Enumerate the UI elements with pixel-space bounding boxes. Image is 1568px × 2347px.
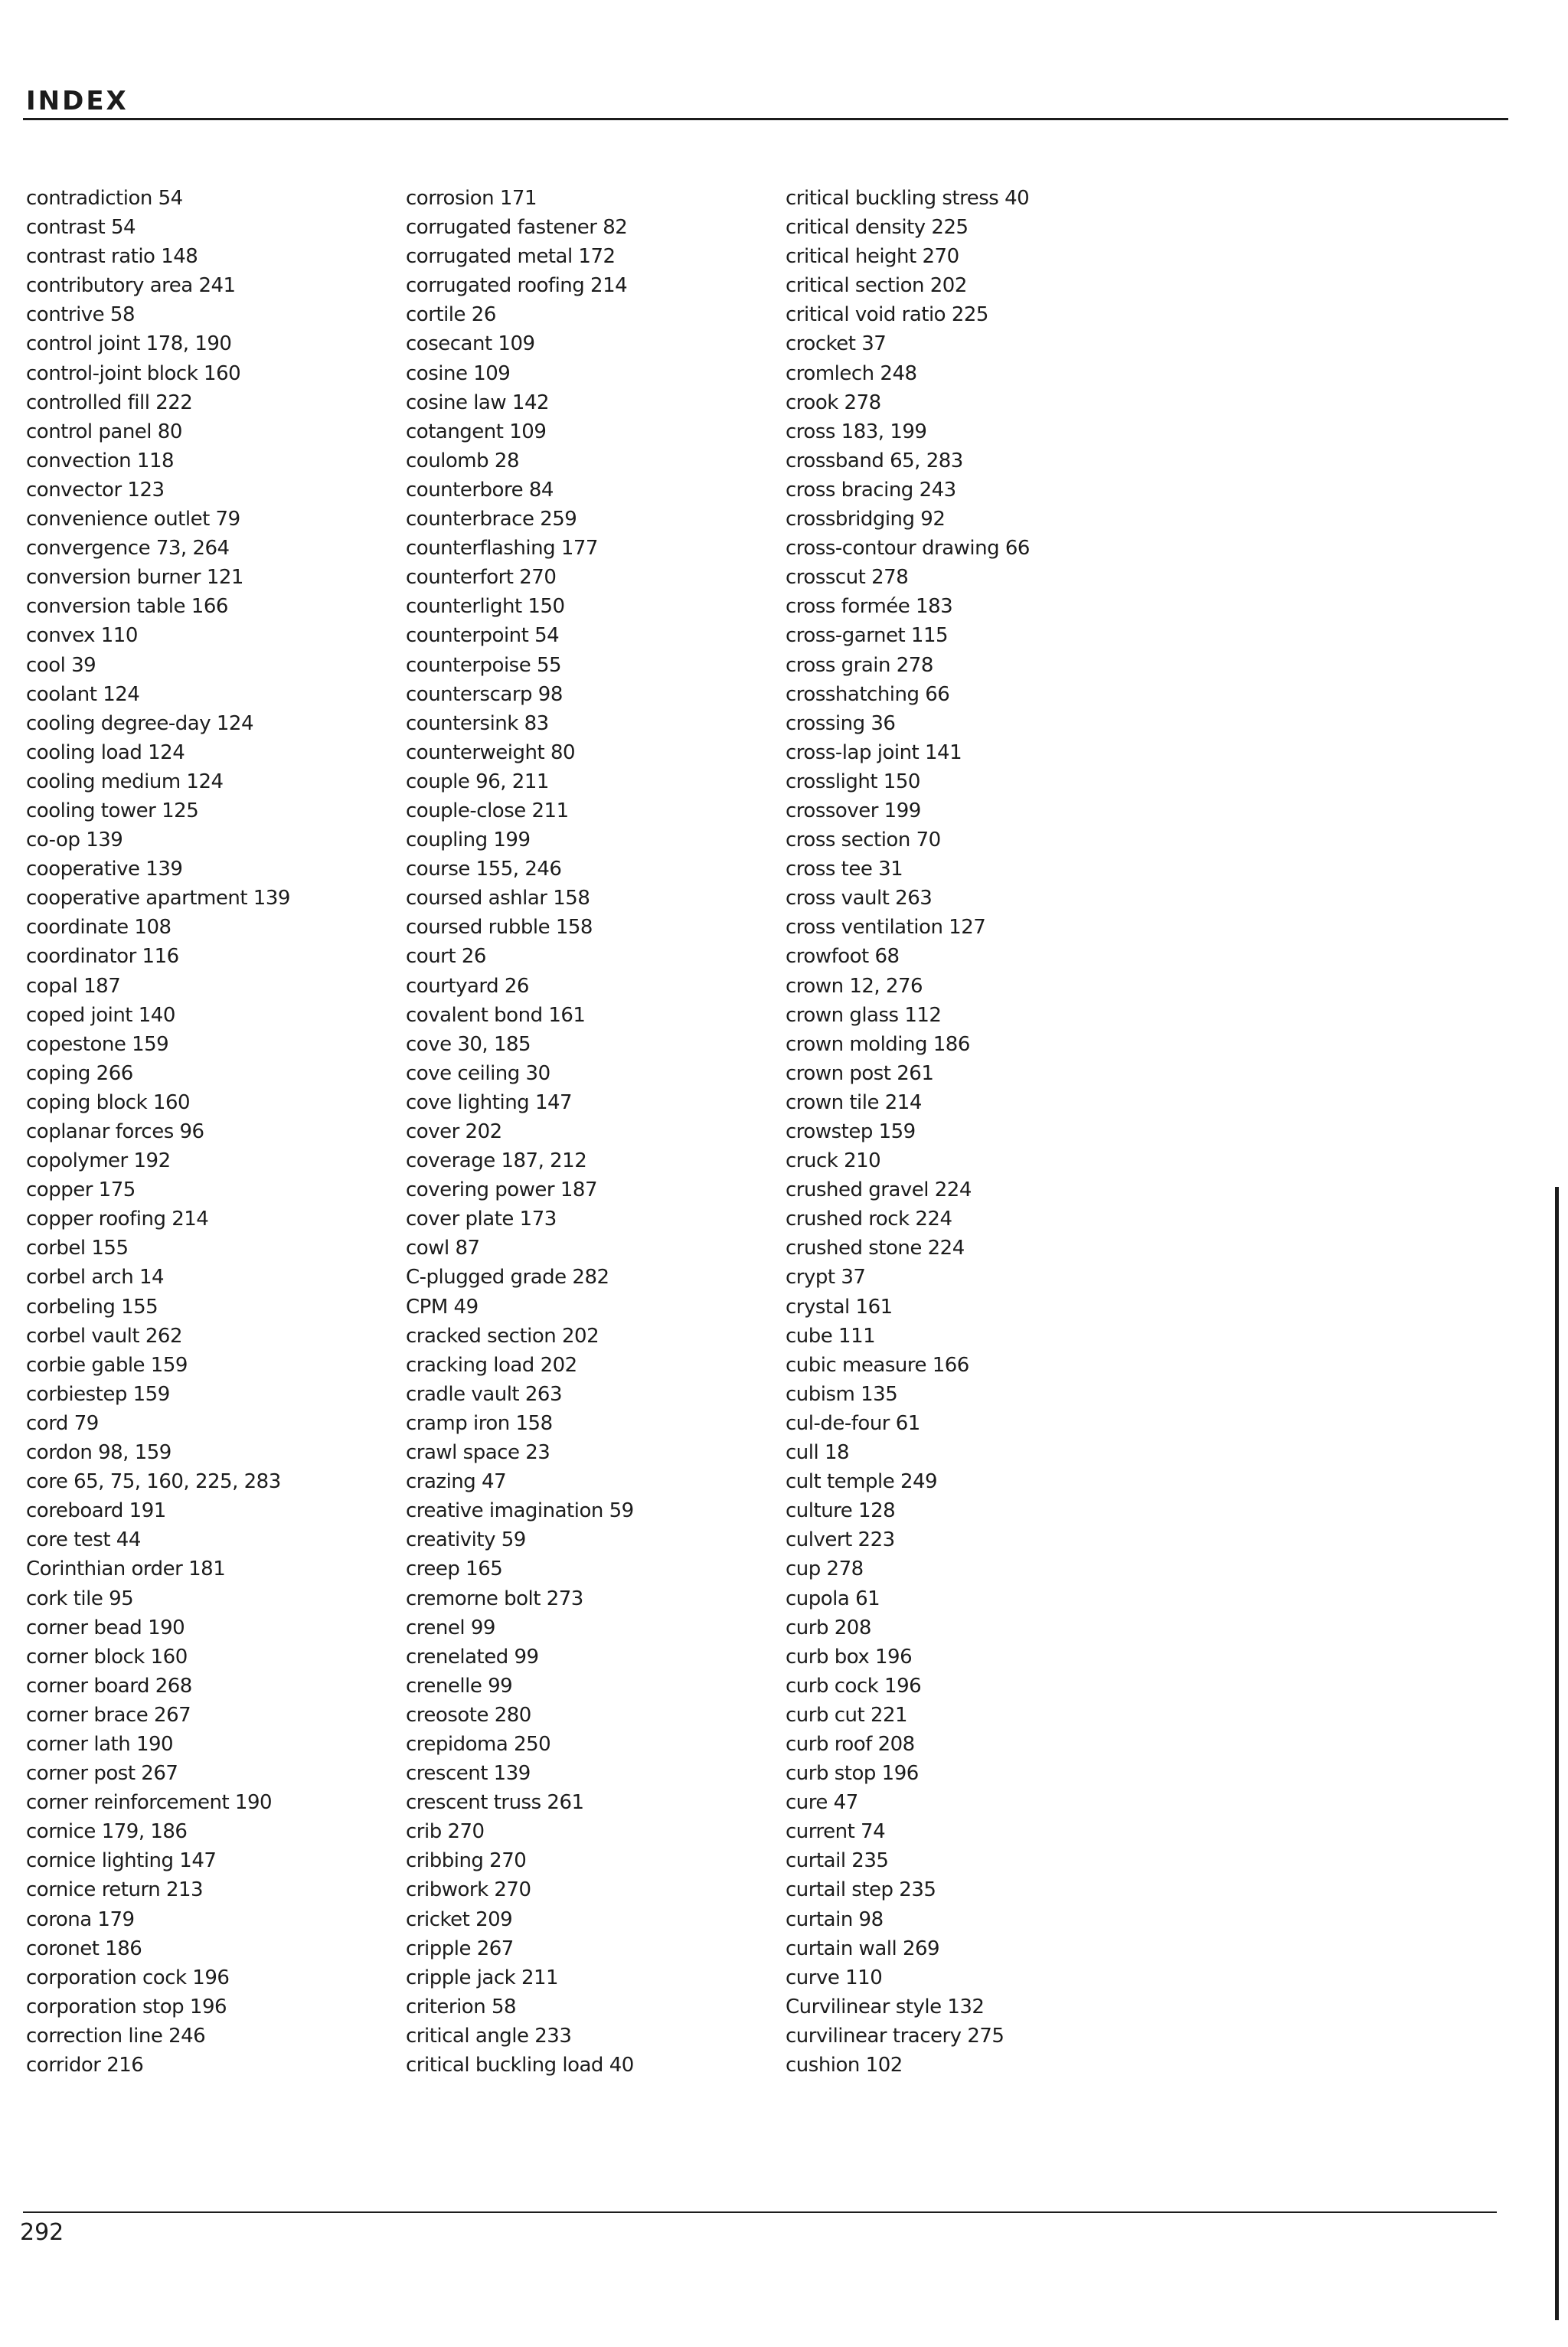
- index-entry: copper roofing 214: [26, 1208, 209, 1231]
- index-entry: crescent 139: [406, 1762, 531, 1786]
- index-entry: crossband 65, 283: [786, 449, 963, 472]
- index-entry: couple 96, 211: [406, 770, 549, 793]
- index-entry: cosine 109: [406, 361, 511, 385]
- index-entry: convergence 73, 264: [26, 537, 230, 561]
- index-entry: counterflashing 177: [406, 537, 598, 561]
- index-entry: crushed rock 224: [786, 1208, 952, 1231]
- index-entry: cove ceiling 30: [406, 1061, 550, 1085]
- index-entry: cribwork 270: [406, 1878, 531, 1902]
- index-entry: crawl space 23: [406, 1441, 550, 1465]
- index-entry: crepidoma 250: [406, 1732, 551, 1756]
- index-entry: coolant 124: [26, 682, 140, 706]
- index-entry: contrast 54: [26, 216, 136, 240]
- index-entry: curb 208: [786, 1616, 871, 1639]
- index-entry: cripple 267: [406, 1937, 514, 1960]
- index-entry: cross-contour drawing 66: [786, 537, 1030, 561]
- index-entry: cracked section 202: [406, 1324, 599, 1348]
- index-entry: crosslight 150: [786, 770, 920, 793]
- index-entry: counterscarp 98: [406, 682, 563, 706]
- index-entry: cornice 179, 186: [26, 1820, 188, 1844]
- index-entry: corrugated fastener 82: [406, 216, 628, 240]
- index-entry: creative imagination 59: [406, 1499, 634, 1523]
- index-entry: curb cut 221: [786, 1703, 908, 1727]
- index-entry: corner bead 190: [26, 1616, 185, 1639]
- index-entry: coping 266: [26, 1061, 133, 1085]
- index-entry: corner reinforcement 190: [26, 1791, 273, 1815]
- index-entry: controlled fill 222: [26, 391, 193, 414]
- index-entry: curvilinear tracery 275: [786, 2024, 1004, 2048]
- index-entry: crocket 37: [786, 332, 887, 356]
- index-entry: countersink 83: [406, 711, 549, 735]
- index-entry: criterion 58: [406, 1995, 517, 2018]
- index-entry: critical buckling stress 40: [786, 187, 1030, 210]
- index-entry: counterpoise 55: [406, 653, 562, 677]
- index-entry: critical section 202: [786, 274, 967, 298]
- index-entry: curb roof 208: [786, 1732, 915, 1756]
- index-entry: curtail step 235: [786, 1878, 936, 1902]
- index-entry: corner lath 190: [26, 1732, 174, 1756]
- index-entry: covalent bond 161: [406, 1003, 586, 1027]
- scan-edge-mark: [1555, 1187, 1559, 2320]
- index-entry: crescent truss 261: [406, 1791, 584, 1815]
- index-entry: cripple jack 211: [406, 1966, 559, 1989]
- header-rule: [23, 118, 1508, 120]
- index-entry: curb box 196: [786, 1645, 913, 1669]
- index-entry: corner brace 267: [26, 1703, 191, 1727]
- index-entry: creosote 280: [406, 1703, 531, 1727]
- index-entry: cross grain 278: [786, 653, 933, 677]
- index-entry: coulomb 28: [406, 449, 519, 472]
- index-entry: crystal 161: [786, 1295, 893, 1319]
- index-entry: cross 183, 199: [786, 420, 927, 443]
- index-entry: cove lighting 147: [406, 1090, 573, 1114]
- index-entry: corridor 216: [26, 2054, 144, 2077]
- index-entry: crowfoot 68: [786, 945, 900, 969]
- index-entry: couple-close 211: [406, 799, 569, 822]
- index-entry: control joint 178, 190: [26, 332, 232, 356]
- index-entry: copper 175: [26, 1178, 136, 1202]
- index-entry: cove 30, 185: [406, 1032, 531, 1056]
- index-entry: coordinate 108: [26, 916, 172, 940]
- index-entry: coped joint 140: [26, 1003, 175, 1027]
- index-entry: corbel arch 14: [26, 1266, 165, 1290]
- index-entry: cooling tower 125: [26, 799, 199, 822]
- index-entry: crook 278: [786, 391, 881, 414]
- index-entry: counterbore 84: [406, 478, 554, 502]
- index-entry: conversion burner 121: [26, 566, 243, 590]
- index-entry: crosshatching 66: [786, 682, 950, 706]
- index-entry: corrugated roofing 214: [406, 274, 628, 298]
- index-entry: cushion 102: [786, 2054, 903, 2077]
- index-entry: counterpoint 54: [406, 624, 560, 648]
- index-entry: cremorne bolt 273: [406, 1587, 583, 1610]
- index-entry: crown tile 214: [786, 1090, 922, 1114]
- index-entry: counterweight 80: [406, 740, 576, 764]
- index-entry: court 26: [406, 945, 486, 969]
- index-entry: cribbing 270: [406, 1849, 527, 1873]
- index-entry: Curvilinear style 132: [786, 1995, 985, 2018]
- index-entry: corbel 155: [26, 1237, 129, 1260]
- index-entry: cork tile 95: [26, 1587, 134, 1610]
- index-entry: crenelated 99: [406, 1645, 539, 1669]
- index-entry: curve 110: [786, 1966, 883, 1989]
- index-entry: creep 165: [406, 1558, 503, 1581]
- index-entry: convex 110: [26, 624, 138, 648]
- index-entry: cortile 26: [406, 303, 496, 327]
- index-entry: cross tee 31: [786, 858, 903, 881]
- index-entry: cowl 87: [406, 1237, 480, 1260]
- index-entry: corporation stop 196: [26, 1995, 227, 2018]
- index-entry: cotangent 109: [406, 420, 547, 443]
- index-entry: coverage 187, 212: [406, 1149, 587, 1173]
- page-number: 292: [20, 2219, 64, 2246]
- index-entry: contributory area 241: [26, 274, 236, 298]
- index-entry: control-joint block 160: [26, 361, 241, 385]
- index-entry: crazing 47: [406, 1470, 507, 1494]
- index-entry: cooling degree-day 124: [26, 711, 254, 735]
- index-entry: curtain 98: [786, 1907, 884, 1931]
- index-entry: crypt 37: [786, 1266, 866, 1290]
- index-entry: cover 202: [406, 1120, 502, 1143]
- index-entry: cooling load 124: [26, 740, 185, 764]
- index-entry: cult temple 249: [786, 1470, 938, 1494]
- index-entry: corner block 160: [26, 1645, 188, 1669]
- index-entry: cracking load 202: [406, 1353, 577, 1377]
- index-entry: crushed gravel 224: [786, 1178, 972, 1202]
- index-entry: counterbrace 259: [406, 508, 577, 531]
- index-entry: cool 39: [26, 653, 96, 677]
- index-entry: cosine law 142: [406, 391, 550, 414]
- index-entry: cooperative apartment 139: [26, 887, 290, 910]
- index-entry: crushed stone 224: [786, 1237, 965, 1260]
- index-entry: cubic measure 166: [786, 1353, 969, 1377]
- index-entry: cubism 135: [786, 1382, 898, 1406]
- index-entry: critical void ratio 225: [786, 303, 988, 327]
- index-entry: cube 111: [786, 1324, 876, 1348]
- index-entry: crown post 261: [786, 1061, 934, 1085]
- index-entry: cooling medium 124: [26, 770, 224, 793]
- index-entry: curtain wall 269: [786, 1937, 940, 1960]
- index-entry: cramp iron 158: [406, 1411, 553, 1435]
- index-entry: crossbridging 92: [786, 508, 946, 531]
- index-entry: CPM 49: [406, 1295, 479, 1319]
- index-entry: convector 123: [26, 478, 165, 502]
- index-entry: contradiction 54: [26, 187, 183, 210]
- index-entry: coursed rubble 158: [406, 916, 593, 940]
- index-entry: coursed ashlar 158: [406, 887, 590, 910]
- footer-rule: [23, 2211, 1497, 2213]
- index-entry: copolymer 192: [26, 1149, 171, 1173]
- index-entry: counterlight 150: [406, 595, 565, 619]
- index-entry: creativity 59: [406, 1528, 526, 1552]
- index-entry: covering power 187: [406, 1178, 597, 1202]
- index-entry: cross vault 263: [786, 887, 933, 910]
- index-entry: curb cock 196: [786, 1674, 922, 1698]
- index-entry: cull 18: [786, 1441, 850, 1465]
- index-entry: coordinator 116: [26, 945, 179, 969]
- index-entry: C-plugged grade 282: [406, 1266, 609, 1290]
- index-entry: cure 47: [786, 1791, 858, 1815]
- index-entry: culvert 223: [786, 1528, 895, 1552]
- index-column-3: [786, 184, 1276, 2080]
- index-entry: corbel vault 262: [26, 1324, 182, 1348]
- index-entry: cul-de-four 61: [786, 1411, 920, 1435]
- index-entry: corner board 268: [26, 1674, 192, 1698]
- index-entry: cross ventilation 127: [786, 916, 986, 940]
- index-entry: cricket 209: [406, 1907, 513, 1931]
- index-entry: corbiestep 159: [26, 1382, 170, 1406]
- index-entry: curb stop 196: [786, 1762, 919, 1786]
- index-entry: culture 128: [786, 1499, 896, 1523]
- index-entry: crenel 99: [406, 1616, 495, 1639]
- index-entry: curtail 235: [786, 1849, 889, 1873]
- index-entry: critical buckling load 40: [406, 2054, 634, 2077]
- index-entry: cornice return 213: [26, 1878, 204, 1902]
- index-entry: corrugated metal 172: [406, 245, 616, 269]
- index-entry: critical height 270: [786, 245, 959, 269]
- index-entry: coping block 160: [26, 1090, 191, 1114]
- index-entry: corbeling 155: [26, 1295, 158, 1319]
- index-entry: correction line 246: [26, 2024, 206, 2048]
- index-entry: conversion table 166: [26, 595, 228, 619]
- index-entry: core test 44: [26, 1528, 141, 1552]
- index-entry: cromlech 248: [786, 361, 917, 385]
- index-entry: counterfort 270: [406, 566, 557, 590]
- index-entry: cordon 98, 159: [26, 1441, 172, 1465]
- index-entry: crossover 199: [786, 799, 921, 822]
- index-entry: copestone 159: [26, 1032, 169, 1056]
- index-entry: cornice lighting 147: [26, 1849, 217, 1873]
- page-title: INDEX: [26, 86, 129, 116]
- index-entry: coronet 186: [26, 1937, 142, 1960]
- index-entry: coreboard 191: [26, 1499, 166, 1523]
- index-entry: coplanar forces 96: [26, 1120, 204, 1143]
- index-entry: core 65, 75, 160, 225, 283: [26, 1470, 281, 1494]
- index-entry: courtyard 26: [406, 974, 529, 998]
- index-entry: crown glass 112: [786, 1003, 942, 1027]
- index-entry: cruck 210: [786, 1149, 881, 1173]
- index-entry: crossing 36: [786, 711, 896, 735]
- index-entry: cup 278: [786, 1558, 864, 1581]
- index-entry: critical angle 233: [406, 2024, 572, 2048]
- index-entry: convection 118: [26, 449, 175, 472]
- index-entry: corbie gable 159: [26, 1353, 188, 1377]
- index-entry: crown molding 186: [786, 1032, 970, 1056]
- index-entry: crenelle 99: [406, 1674, 513, 1698]
- index-entry: corona 179: [26, 1907, 135, 1931]
- index-entry: course 155, 246: [406, 858, 562, 881]
- index-entry: co-op 139: [26, 829, 123, 852]
- index-entry: cross section 70: [786, 829, 941, 852]
- index-entry: crowstep 159: [786, 1120, 916, 1143]
- index-entry: contrast ratio 148: [26, 245, 198, 269]
- index-entry: corrosion 171: [406, 187, 537, 210]
- index-entry: contrive 58: [26, 303, 136, 327]
- index-entry: cross-garnet 115: [786, 624, 949, 648]
- index-entry: cross formée 183: [786, 595, 953, 619]
- index-entry: control panel 80: [26, 420, 182, 443]
- index-entry: cross-lap joint 141: [786, 740, 962, 764]
- index-entry: cross bracing 243: [786, 478, 956, 502]
- index-entry: Corinthian order 181: [26, 1558, 226, 1581]
- index-entry: cord 79: [26, 1411, 99, 1435]
- index-entry: cooperative 139: [26, 858, 183, 881]
- index-entry: copal 187: [26, 974, 121, 998]
- index-entry: cosecant 109: [406, 332, 535, 356]
- index-entry: cover plate 173: [406, 1208, 557, 1231]
- index-entry: cupola 61: [786, 1587, 880, 1610]
- index-entry: coupling 199: [406, 829, 531, 852]
- index-entry: crib 270: [406, 1820, 485, 1844]
- index-entry: critical density 225: [786, 216, 969, 240]
- index-entry: corner post 267: [26, 1762, 178, 1786]
- index-entry: current 74: [786, 1820, 886, 1844]
- index-entry: convenience outlet 79: [26, 508, 240, 531]
- index-entry: cradle vault 263: [406, 1382, 563, 1406]
- index-entry: corporation cock 196: [26, 1966, 230, 1989]
- index-entry: crosscut 278: [786, 566, 909, 590]
- index-entry: crown 12, 276: [786, 974, 923, 998]
